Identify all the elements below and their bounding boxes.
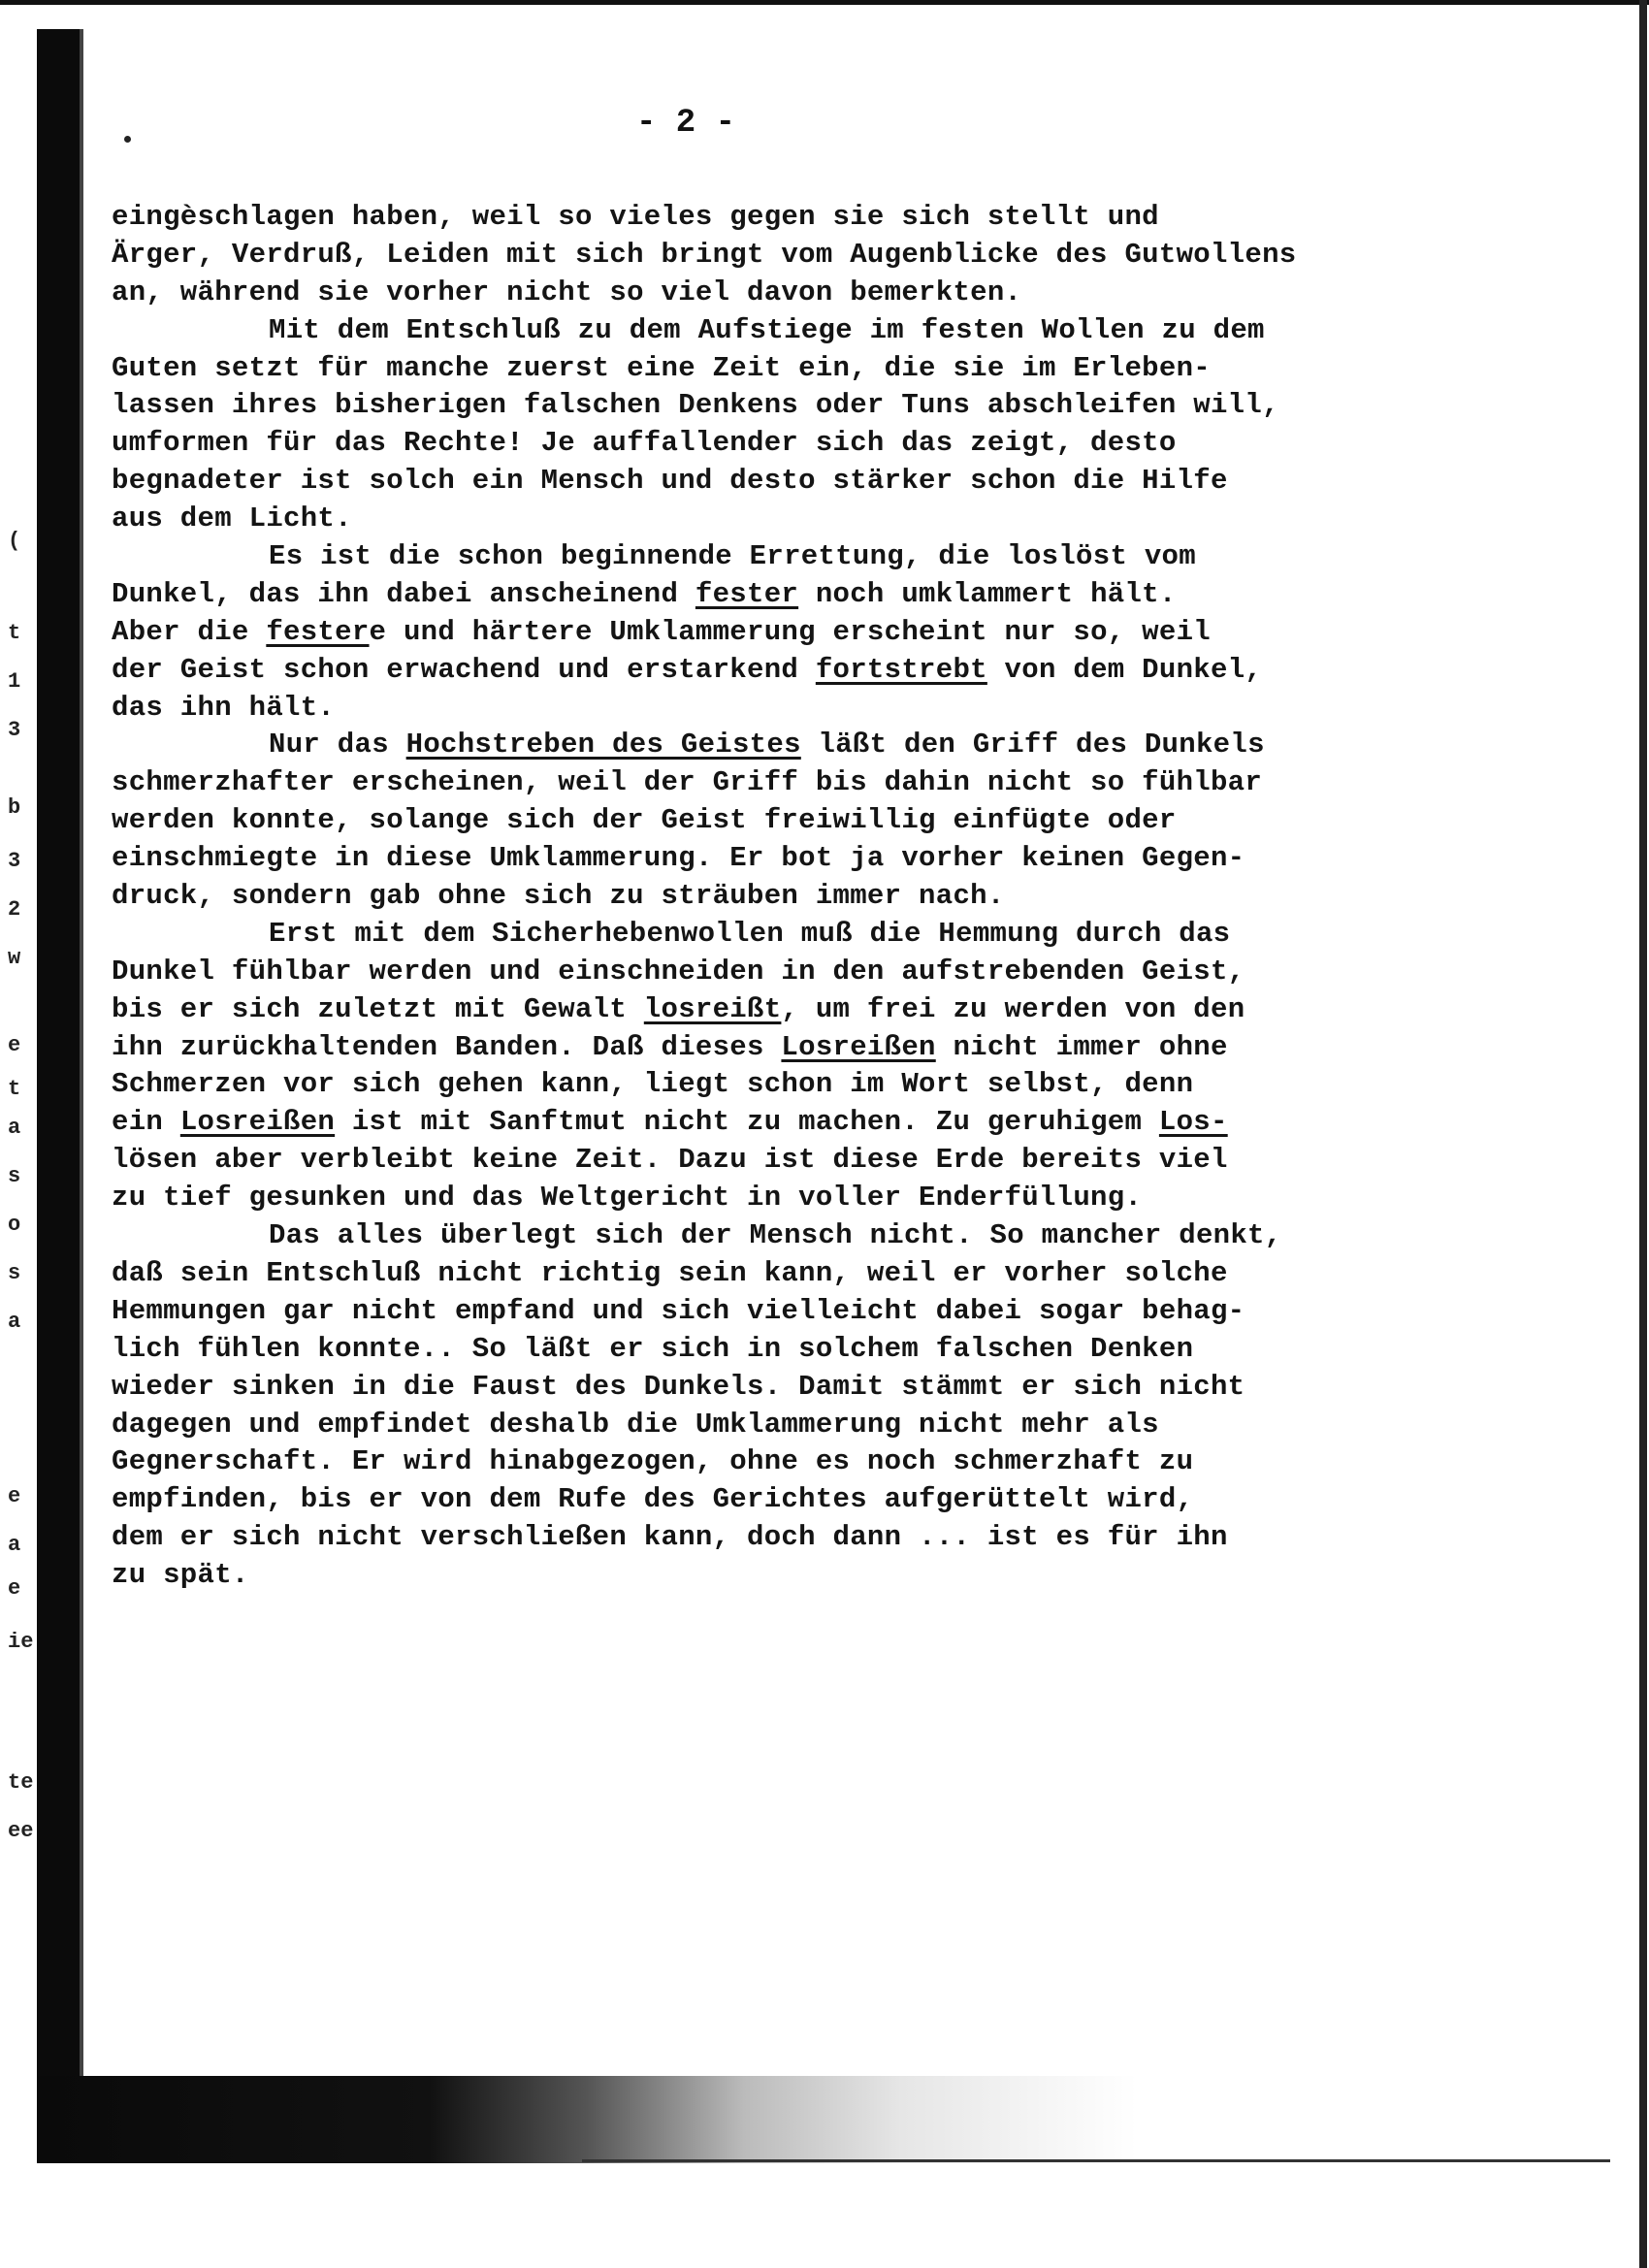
text-line: lich fühlen konnte.. So läßt er sich in solchem falschen Denken [112, 1332, 1194, 1365]
underlined-phrase: Los- [1158, 1106, 1228, 1139]
text-line: das ihn hält. [112, 691, 336, 724]
bleed-glyph: e [8, 1484, 21, 1508]
bleed-glyph: 3 [8, 718, 21, 742]
bleed-glyph: a [8, 1533, 21, 1557]
text-line: werden konnte, solange sich der Geist freiwillig einfügte oder [112, 804, 1177, 837]
text-line: Dunkel fühlbar werden und einschneiden in den aufstrebenden Geist, [112, 955, 1245, 988]
text-line: Mit dem Entschluß zu dem Aufstiege im festen Wollen zu dem [269, 313, 1265, 346]
text-line: dem er sich nicht verschließen kann, doch dann ... ist es für ihn [112, 1521, 1228, 1554]
text-line: Ärger, Verdruß, Leiden mit sich bringt vom Augenblicke des Gutwollens [112, 238, 1297, 271]
scan-bottom-shadow [37, 2076, 1608, 2163]
text-line: an, während sie vorher nicht so viel davon bemerkten. [112, 275, 1022, 308]
underlined-phrase: fester [266, 615, 370, 648]
underlined-phrase: Losreißen [781, 1030, 936, 1063]
text-line: Dunkel, das ihn dabei anscheinend fester noch umklammert hält. [112, 577, 1177, 610]
text-line: zu spät. [112, 1559, 249, 1592]
bleed-glyph: te [8, 1770, 34, 1795]
bleed-glyph: 2 [8, 897, 21, 922]
text-line: Es ist die schon beginnende Errettung, die loslöst vom [269, 540, 1196, 573]
bleed-glyph: b [8, 795, 21, 820]
underlined-phrase: Losreißen [179, 1106, 336, 1139]
binding-edge [80, 29, 83, 2115]
document-body [112, 199, 1431, 1595]
text-line: umformen für das Rechte! Je auffallender sich das zeigt, desto [112, 427, 1177, 460]
bleed-glyph: w [8, 946, 21, 970]
bleed-glyph: s [8, 1164, 21, 1188]
bleed-glyph: ie [8, 1630, 34, 1654]
text-line: Schmerzen vor sich gehen kann, liegt schon im Wort selbst, denn [112, 1068, 1194, 1101]
text-line: druck, sondern gab ohne sich zu sträuben immer nach. [112, 880, 1005, 913]
text-line: ein Losreißen ist mit Sanftmut nicht zu machen. Zu geruhigem Los- [112, 1106, 1228, 1139]
bleed-glyph: ee [8, 1819, 34, 1843]
text-line: begnadeter ist solch ein Mensch und desto stärker schon die Hilfe [112, 465, 1228, 498]
scan-right-border [1639, 0, 1647, 2268]
text-line: lösen aber verbleibt keine Zeit. Dazu ist diese Erde bereits viel [112, 1144, 1228, 1177]
text-line: eingèschlagen haben, weil so vieles gegen sie sich stellt und [112, 201, 1159, 233]
underlined-phrase: fortstrebt [815, 653, 987, 686]
bleed-glyph: t [8, 1077, 21, 1101]
text-line: Gegnerschaft. Er wird hinabgezogen, ohne es noch schmerzhaft zu [112, 1445, 1194, 1478]
bleed-glyph: a [8, 1116, 21, 1140]
bleed-glyph: s [8, 1261, 21, 1285]
text-line: Das alles überlegt sich der Mensch nicht. So mancher denkt, [269, 1219, 1282, 1252]
underlined-phrase: fester [695, 577, 799, 610]
bleed-glyph: 1 [8, 669, 21, 694]
text-line: Aber die festere und härtere Umklammerung erscheint nur so, weil [112, 615, 1211, 648]
bleed-glyph: a [8, 1310, 21, 1334]
text-line: einschmiegte in diese Umklammerung. Er bot ja vorher keinen Gegen- [112, 842, 1245, 875]
text-line: schmerzhafter erscheinen, weil der Griff bis dahin nicht so fühlbar [112, 766, 1263, 799]
text-line: dagegen und empfindet deshalb die Umklammerung nicht mehr als [112, 1408, 1159, 1441]
text-line: zu tief gesunken und das Weltgericht in voller Enderfüllung. [112, 1182, 1143, 1215]
text-line: Hemmungen gar nicht empfand und sich vielleicht dabei sogar behag- [112, 1294, 1245, 1327]
text-line: lassen ihres bisherigen falschen Denkens oder Tuns abschleifen will, [112, 389, 1279, 422]
bleed-glyph: o [8, 1213, 21, 1237]
text-line: Guten setzt für manche zuerst eine Zeit ein, die sie im Erleben- [112, 351, 1211, 384]
text-line: Nur das Hochstreben des Geistes läßt den Griff des Dunkels [269, 729, 1265, 761]
scan-top-border [0, 0, 1649, 5]
bleed-glyph: 3 [8, 849, 21, 873]
bleed-glyph: ( [8, 529, 21, 553]
bleed-glyph: e [8, 1033, 21, 1057]
text-line: der Geist schon erwachend und erstarkend fortstrebt von dem Dunkel, [112, 653, 1263, 686]
stray-mark [124, 136, 131, 143]
text-line: Erst mit dem Sicherhebenwollen muß die Hemmung durch das [269, 917, 1231, 950]
bleed-glyph: t [8, 621, 21, 645]
text-line: aus dem Licht. [112, 502, 352, 535]
scan-bottom-edge [582, 2159, 1610, 2162]
text-line: wieder sinken in die Faust des Dunkels. Damit stämmt er sich nicht [112, 1370, 1245, 1403]
underlined-phrase: losreißt [643, 992, 782, 1025]
text-line: daß sein Entschluß nicht richtig sein kann, weil er vorher solche [112, 1256, 1228, 1289]
text-line: ihn zurückhaltenden Banden. Daß dieses Losreißen nicht immer ohne [112, 1030, 1228, 1063]
underlined-phrase: Hochstreben des Geistes [405, 729, 801, 761]
text-line: bis er sich zuletzt mit Gewalt losreißt, um frei zu werden von den [112, 992, 1245, 1025]
binding-shadow [37, 29, 80, 2115]
text-line: empfinden, bis er von dem Rufe des Gerichtes aufgerüttelt wird, [112, 1483, 1194, 1516]
page-number: - 2 - [636, 105, 736, 142]
bleed-glyph: e [8, 1576, 21, 1601]
